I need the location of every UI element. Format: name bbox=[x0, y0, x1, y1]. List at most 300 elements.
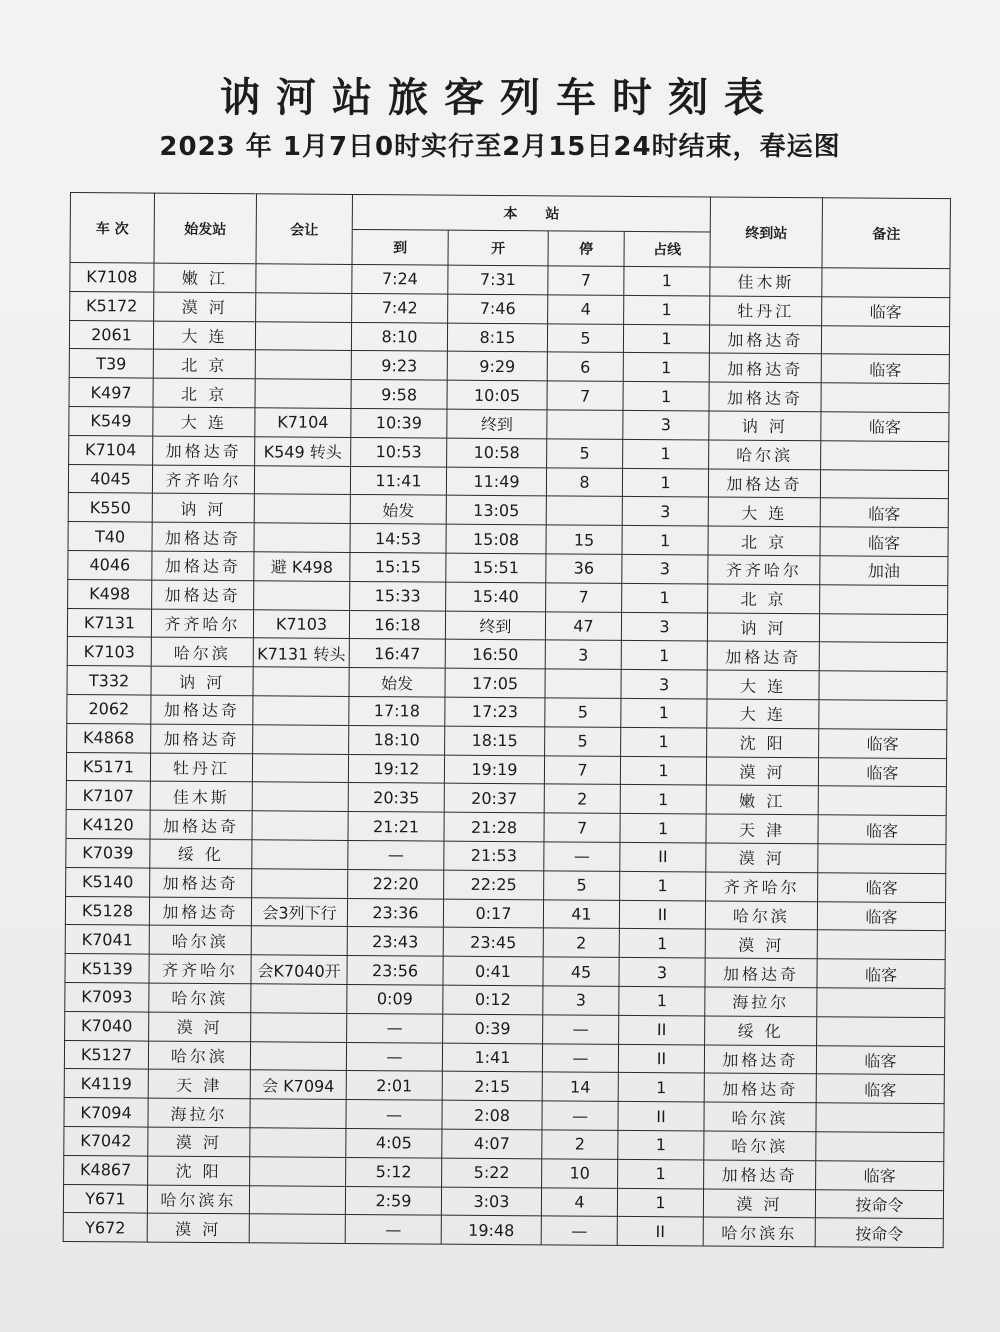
arrive-cell: — bbox=[345, 1215, 441, 1244]
arrive-cell: 16:18 bbox=[349, 610, 445, 639]
destination-cell: 哈尔滨 bbox=[704, 1131, 816, 1161]
depart-cell: 终到 bbox=[445, 611, 545, 640]
note-cell bbox=[819, 613, 947, 643]
depart-cell: 7:31 bbox=[448, 265, 548, 294]
meet-cell bbox=[251, 984, 347, 1013]
meet-cell bbox=[250, 1156, 346, 1185]
arrive-cell: 20:35 bbox=[348, 783, 444, 812]
meet-cell: 会 K7094 bbox=[250, 1070, 346, 1099]
origin-cell: 哈尔滨 bbox=[148, 1041, 250, 1071]
track-cell: II bbox=[619, 900, 705, 929]
track-cell: 1 bbox=[618, 1073, 704, 1102]
train-cell: K7042 bbox=[64, 1126, 148, 1155]
origin-cell: 哈尔滨东 bbox=[147, 1185, 249, 1215]
destination-cell: 加格达奇 bbox=[709, 353, 821, 383]
destination-cell: 加格达奇 bbox=[704, 1044, 816, 1074]
destination-cell: 北 京 bbox=[708, 526, 820, 556]
origin-cell: 佳木斯 bbox=[150, 781, 252, 811]
stop-cell: — bbox=[542, 1043, 618, 1072]
track-cell: 3 bbox=[621, 670, 707, 699]
track-cell: II bbox=[618, 1101, 704, 1130]
track-cell: 1 bbox=[623, 353, 709, 382]
origin-cell: 漠 河 bbox=[148, 1127, 250, 1157]
meet-cell bbox=[254, 465, 350, 494]
arrive-cell: 19:12 bbox=[348, 754, 444, 783]
meet-cell bbox=[255, 350, 351, 379]
destination-cell: 漠 河 bbox=[706, 843, 818, 873]
header-stop: 停 bbox=[548, 231, 624, 267]
stop-cell bbox=[546, 496, 622, 525]
destination-cell: 嫩 江 bbox=[706, 785, 818, 815]
note-cell: 临客 bbox=[818, 757, 946, 787]
stop-cell: 41 bbox=[543, 899, 619, 928]
note-cell bbox=[819, 700, 947, 730]
arrive-cell: 5:12 bbox=[346, 1157, 442, 1186]
meet-cell: K7103 bbox=[253, 609, 349, 638]
track-cell: 1 bbox=[618, 1130, 704, 1159]
track-cell: 1 bbox=[622, 468, 708, 497]
train-cell: K4867 bbox=[64, 1155, 148, 1184]
track-cell: 3 bbox=[621, 612, 707, 641]
train-cell: T40 bbox=[68, 522, 152, 551]
origin-cell: 齐齐哈尔 bbox=[149, 954, 251, 984]
arrive-cell: — bbox=[347, 1013, 443, 1042]
track-cell: 3 bbox=[622, 554, 708, 583]
meet-cell bbox=[252, 753, 348, 782]
train-cell: K549 bbox=[69, 406, 153, 435]
destination-cell: 绥 化 bbox=[705, 1016, 817, 1046]
train-cell: K7103 bbox=[67, 637, 151, 666]
note-cell bbox=[821, 383, 949, 413]
stop-cell: 5 bbox=[547, 439, 623, 468]
depart-cell: 5:22 bbox=[442, 1158, 542, 1187]
depart-cell: 17:05 bbox=[445, 668, 545, 697]
header-arrive: 到 bbox=[352, 229, 448, 265]
train-cell: 4046 bbox=[68, 550, 152, 579]
destination-cell: 牡丹江 bbox=[710, 296, 822, 326]
stop-cell: 2 bbox=[543, 928, 619, 957]
stop-cell bbox=[545, 669, 621, 698]
train-cell: T332 bbox=[67, 666, 151, 695]
note-cell bbox=[819, 671, 947, 701]
depart-cell: 9:29 bbox=[447, 352, 547, 381]
note-cell bbox=[822, 268, 950, 298]
origin-cell: 嫩 江 bbox=[154, 263, 256, 293]
train-cell: K5127 bbox=[64, 1040, 148, 1069]
note-cell: 临客 bbox=[821, 354, 949, 384]
destination-cell: 佳木斯 bbox=[710, 267, 822, 297]
arrive-cell: — bbox=[348, 840, 444, 869]
track-cell: 1 bbox=[623, 439, 709, 468]
meet-cell bbox=[249, 1185, 345, 1214]
train-cell: K7107 bbox=[66, 781, 150, 810]
track-cell: 1 bbox=[619, 986, 705, 1015]
train-cell: K5128 bbox=[65, 896, 149, 925]
arrive-cell: 7:24 bbox=[352, 264, 448, 293]
destination-cell: 漠 河 bbox=[706, 757, 818, 787]
stop-cell: 8 bbox=[546, 467, 622, 496]
timetable-body bbox=[63, 263, 950, 1248]
note-cell: 临客 bbox=[817, 901, 945, 931]
origin-cell: 讷 河 bbox=[152, 493, 254, 523]
stop-cell: — bbox=[541, 1216, 617, 1245]
note-cell bbox=[817, 1016, 945, 1046]
origin-cell: 加格达奇 bbox=[150, 868, 252, 898]
meet-cell bbox=[252, 811, 348, 840]
stop-cell bbox=[547, 410, 623, 439]
origin-cell: 漠 河 bbox=[154, 292, 256, 322]
track-cell: 1 bbox=[620, 871, 706, 900]
destination-cell: 哈尔滨 bbox=[704, 1102, 816, 1132]
meet-cell: K549 转头 bbox=[255, 437, 351, 466]
meet-cell: K7104 bbox=[255, 408, 351, 437]
stop-cell: 7 bbox=[547, 381, 623, 410]
meet-cell bbox=[255, 321, 351, 350]
meet-cell bbox=[250, 1041, 346, 1070]
stop-cell: — bbox=[542, 1101, 618, 1130]
meet-cell bbox=[251, 926, 347, 955]
origin-cell: 加格达奇 bbox=[152, 580, 254, 610]
timetable bbox=[63, 192, 951, 1248]
note-cell bbox=[816, 1103, 944, 1133]
origin-cell: 海拉尔 bbox=[148, 1098, 250, 1128]
depart-cell: 21:28 bbox=[444, 812, 544, 841]
depart-cell: 1:41 bbox=[442, 1043, 542, 1072]
stop-cell: 47 bbox=[545, 611, 621, 640]
track-cell: 1 bbox=[624, 295, 710, 324]
arrive-cell: 16:47 bbox=[349, 639, 445, 668]
meet-cell: 会3列下行 bbox=[251, 897, 347, 926]
meet-cell bbox=[253, 667, 349, 696]
train-cell: K5139 bbox=[65, 954, 149, 983]
track-cell: 1 bbox=[621, 727, 707, 756]
train-cell: K497 bbox=[69, 378, 153, 407]
origin-cell: 哈尔滨 bbox=[149, 925, 251, 955]
note-cell bbox=[820, 469, 948, 499]
destination-cell: 加格达奇 bbox=[705, 958, 817, 988]
train-cell: 4045 bbox=[68, 464, 152, 493]
depart-cell: 0:12 bbox=[443, 985, 543, 1014]
destination-cell: 大 连 bbox=[707, 699, 819, 729]
destination-cell: 加格达奇 bbox=[704, 1160, 816, 1190]
stop-cell: 36 bbox=[546, 554, 622, 583]
arrive-cell: 10:53 bbox=[351, 437, 447, 466]
arrive-cell: 10:39 bbox=[351, 408, 447, 437]
arrive-cell: 23:36 bbox=[347, 898, 443, 927]
depart-cell: 15:08 bbox=[446, 524, 546, 553]
origin-cell: 北 京 bbox=[153, 378, 255, 408]
note-cell: 临客 bbox=[822, 297, 950, 327]
track-cell: 1 bbox=[622, 526, 708, 555]
track-cell: II bbox=[617, 1217, 703, 1246]
origin-cell: 加格达奇 bbox=[149, 897, 251, 927]
origin-cell: 加格达奇 bbox=[151, 695, 253, 725]
destination-cell: 大 连 bbox=[707, 670, 819, 700]
track-cell: 1 bbox=[620, 756, 706, 785]
origin-cell: 加格达奇 bbox=[151, 724, 253, 754]
track-cell: II bbox=[619, 1015, 705, 1044]
note-cell: 临客 bbox=[816, 1160, 944, 1190]
stop-cell: 7 bbox=[546, 583, 622, 612]
meet-cell bbox=[256, 293, 352, 322]
arrive-cell: 0:09 bbox=[347, 984, 443, 1013]
destination-cell: 讷 河 bbox=[709, 411, 821, 441]
track-cell: 3 bbox=[619, 957, 705, 986]
meet-cell bbox=[254, 523, 350, 552]
origin-cell: 齐齐哈尔 bbox=[152, 465, 254, 495]
train-cell: K7039 bbox=[66, 838, 150, 867]
train-cell: K4120 bbox=[66, 810, 150, 839]
depart-cell: 20:37 bbox=[444, 783, 544, 812]
destination-cell: 天 津 bbox=[706, 814, 818, 844]
stop-cell: 10 bbox=[542, 1159, 618, 1188]
stop-cell: 7 bbox=[548, 266, 624, 295]
depart-cell: 8:15 bbox=[447, 323, 547, 352]
meet-cell bbox=[252, 782, 348, 811]
origin-cell: 加格达奇 bbox=[152, 551, 254, 581]
meet-cell bbox=[252, 840, 348, 869]
destination-cell: 讷 河 bbox=[707, 613, 819, 643]
track-cell: 1 bbox=[623, 382, 709, 411]
page-title: 讷河站旅客列车时刻表 bbox=[220, 74, 780, 121]
note-cell bbox=[821, 441, 949, 471]
arrive-cell: 23:56 bbox=[347, 956, 443, 985]
note-cell bbox=[816, 1132, 944, 1162]
origin-cell: 漠 河 bbox=[149, 1012, 251, 1042]
train-cell: K550 bbox=[68, 493, 152, 522]
arrive-cell: 7:42 bbox=[352, 293, 448, 322]
destination-cell: 大 连 bbox=[708, 497, 820, 527]
note-cell bbox=[820, 585, 948, 615]
meet-cell bbox=[254, 494, 350, 523]
arrive-cell: — bbox=[346, 1100, 442, 1129]
stop-cell: 7 bbox=[544, 755, 620, 784]
depart-cell: 4:07 bbox=[442, 1129, 542, 1158]
meet-cell bbox=[253, 696, 349, 725]
note-cell: 临客 bbox=[818, 872, 946, 902]
track-cell: 1 bbox=[618, 1159, 704, 1188]
train-cell: T39 bbox=[69, 349, 153, 378]
stop-cell: 3 bbox=[545, 640, 621, 669]
arrive-cell: 9:58 bbox=[351, 380, 447, 409]
depart-cell: 15:51 bbox=[446, 553, 546, 582]
meet-cell bbox=[253, 725, 349, 754]
arrive-cell: 11:41 bbox=[350, 466, 446, 495]
depart-cell: 3:03 bbox=[441, 1187, 541, 1216]
track-cell: 3 bbox=[623, 410, 709, 439]
depart-cell: 18:15 bbox=[445, 726, 545, 755]
note-cell: 临客 bbox=[820, 527, 948, 557]
depart-cell: 23:45 bbox=[443, 927, 543, 956]
meet-cell bbox=[250, 1128, 346, 1157]
depart-cell: 0:41 bbox=[443, 956, 543, 985]
arrive-cell: 14:53 bbox=[350, 524, 446, 553]
header-note: 备注 bbox=[822, 198, 950, 269]
header-origin: 始发站 bbox=[154, 193, 256, 264]
stop-cell: 6 bbox=[547, 352, 623, 381]
track-cell: 1 bbox=[624, 266, 710, 295]
destination-cell: 加格达奇 bbox=[709, 382, 821, 412]
meet-cell bbox=[256, 264, 352, 293]
note-cell: 临客 bbox=[816, 1045, 944, 1075]
train-cell: 2061 bbox=[69, 320, 153, 349]
origin-cell: 沈 阳 bbox=[148, 1156, 250, 1186]
stop-cell: 4 bbox=[541, 1187, 617, 1216]
stop-cell: 4 bbox=[548, 295, 624, 324]
table-row bbox=[63, 1213, 943, 1248]
stop-cell: 5 bbox=[547, 323, 623, 352]
depart-cell: 19:48 bbox=[441, 1215, 541, 1244]
note-cell bbox=[818, 786, 946, 816]
note-cell: 临客 bbox=[818, 815, 946, 845]
track-cell: 1 bbox=[621, 698, 707, 727]
origin-cell: 哈尔滨 bbox=[151, 637, 253, 667]
train-cell: K498 bbox=[68, 579, 152, 608]
destination-cell: 漠 河 bbox=[703, 1188, 815, 1218]
arrive-cell: 2:01 bbox=[346, 1071, 442, 1100]
stop-cell: 5 bbox=[545, 698, 621, 727]
origin-cell: 牡丹江 bbox=[150, 753, 252, 783]
train-cell: Y672 bbox=[63, 1213, 147, 1242]
destination-cell: 加格达奇 bbox=[708, 469, 820, 499]
stop-cell: 2 bbox=[542, 1130, 618, 1159]
meet-cell bbox=[252, 869, 348, 898]
depart-cell: 16:50 bbox=[445, 639, 545, 668]
destination-cell: 海拉尔 bbox=[705, 987, 817, 1017]
depart-cell: 10:58 bbox=[447, 438, 547, 467]
destination-cell: 哈尔滨 bbox=[709, 440, 821, 470]
note-cell bbox=[821, 325, 949, 355]
depart-cell: 15:40 bbox=[446, 582, 546, 611]
track-cell: 3 bbox=[622, 497, 708, 526]
train-cell: K7040 bbox=[65, 1011, 149, 1040]
destination-cell: 齐齐哈尔 bbox=[706, 872, 818, 902]
stop-cell: 45 bbox=[543, 957, 619, 986]
arrive-cell: 22:20 bbox=[348, 869, 444, 898]
arrive-cell: 8:10 bbox=[351, 322, 447, 351]
arrive-cell: 9:23 bbox=[351, 351, 447, 380]
track-cell: 1 bbox=[619, 929, 705, 958]
note-cell bbox=[817, 930, 945, 960]
note-cell: 临客 bbox=[821, 412, 949, 442]
note-cell: 临客 bbox=[816, 1074, 944, 1104]
train-cell: K4868 bbox=[67, 723, 151, 752]
train-cell: K5171 bbox=[66, 752, 150, 781]
origin-cell: 大 连 bbox=[153, 321, 255, 351]
note-cell: 临客 bbox=[819, 728, 947, 758]
origin-cell: 齐齐哈尔 bbox=[151, 609, 253, 639]
header-depart: 开 bbox=[448, 230, 548, 266]
track-cell: II bbox=[618, 1044, 704, 1073]
train-cell: Y671 bbox=[63, 1184, 147, 1213]
train-cell: K5140 bbox=[66, 867, 150, 896]
origin-cell: 绥 化 bbox=[150, 839, 252, 869]
meet-cell bbox=[250, 1099, 346, 1128]
arrive-cell: 23:43 bbox=[347, 927, 443, 956]
depart-cell: 11:49 bbox=[446, 467, 546, 496]
track-cell: 1 bbox=[620, 813, 706, 842]
depart-cell: 2:15 bbox=[442, 1071, 542, 1100]
header-destination: 终到站 bbox=[710, 197, 822, 268]
note-cell: 加油 bbox=[820, 556, 948, 586]
track-cell: 1 bbox=[617, 1188, 703, 1217]
note-cell: 按命令 bbox=[815, 1189, 943, 1219]
track-cell: 1 bbox=[622, 583, 708, 612]
note-cell: 临客 bbox=[820, 498, 948, 528]
destination-cell: 加格达奇 bbox=[704, 1073, 816, 1103]
destination-cell: 加格达奇 bbox=[707, 641, 819, 671]
note-cell: 按命令 bbox=[815, 1218, 943, 1248]
arrive-cell: 21:21 bbox=[348, 812, 444, 841]
arrive-cell: 2:59 bbox=[345, 1186, 441, 1215]
arrive-cell: 18:10 bbox=[349, 725, 445, 754]
meet-cell bbox=[251, 1013, 347, 1042]
note-cell bbox=[817, 988, 945, 1018]
train-cell: K7131 bbox=[67, 608, 151, 637]
arrive-cell: 始发 bbox=[349, 668, 445, 697]
arrive-cell: — bbox=[346, 1042, 442, 1071]
origin-cell: 北 京 bbox=[153, 349, 255, 379]
train-cell: K7108 bbox=[70, 263, 154, 292]
stop-cell: 5 bbox=[544, 871, 620, 900]
train-cell: K4119 bbox=[64, 1069, 148, 1098]
destination-cell: 加格达奇 bbox=[709, 325, 821, 355]
meet-cell bbox=[255, 379, 351, 408]
stop-cell: 2 bbox=[544, 784, 620, 813]
meet-cell bbox=[249, 1214, 345, 1243]
depart-cell: 2:08 bbox=[442, 1100, 542, 1129]
depart-cell: 22:25 bbox=[444, 870, 544, 899]
track-cell: 1 bbox=[623, 324, 709, 353]
origin-cell: 天 津 bbox=[148, 1069, 250, 1099]
depart-cell: 19:19 bbox=[444, 755, 544, 784]
origin-cell: 加格达奇 bbox=[152, 522, 254, 552]
note-cell: 临客 bbox=[817, 959, 945, 989]
stop-cell: 7 bbox=[544, 813, 620, 842]
stop-cell: 3 bbox=[543, 986, 619, 1015]
header-train: 车 次 bbox=[70, 193, 154, 264]
depart-cell: 13:05 bbox=[446, 496, 546, 525]
origin-cell: 大 连 bbox=[153, 407, 255, 437]
depart-cell: 0:17 bbox=[443, 899, 543, 928]
stop-cell: — bbox=[543, 1015, 619, 1044]
meet-cell bbox=[254, 581, 350, 610]
origin-cell: 哈尔滨 bbox=[149, 983, 251, 1013]
destination-cell: 沈 阳 bbox=[707, 728, 819, 758]
depart-cell: 10:05 bbox=[447, 380, 547, 409]
meet-cell: 会K7040开 bbox=[251, 955, 347, 984]
destination-cell: 齐齐哈尔 bbox=[708, 555, 820, 585]
stop-cell: 5 bbox=[545, 727, 621, 756]
arrive-cell: 4:05 bbox=[346, 1128, 442, 1157]
origin-cell: 讷 河 bbox=[151, 666, 253, 696]
depart-cell: 21:53 bbox=[444, 841, 544, 870]
note-cell bbox=[818, 844, 946, 874]
origin-cell: 加格达奇 bbox=[153, 436, 255, 466]
train-cell: K7094 bbox=[64, 1098, 148, 1127]
meet-cell: 避 K498 bbox=[254, 552, 350, 581]
stop-cell: — bbox=[544, 842, 620, 871]
train-cell: K5172 bbox=[70, 291, 154, 320]
destination-cell: 北 京 bbox=[708, 584, 820, 614]
arrive-cell: 17:18 bbox=[349, 696, 445, 725]
arrive-cell: 15:15 bbox=[350, 552, 446, 581]
arrive-cell: 始发 bbox=[350, 495, 446, 524]
train-cell: 2062 bbox=[67, 694, 151, 723]
header-meet: 会让 bbox=[256, 194, 352, 265]
destination-cell: 哈尔滨 bbox=[705, 900, 817, 930]
train-cell: K7104 bbox=[69, 435, 153, 464]
